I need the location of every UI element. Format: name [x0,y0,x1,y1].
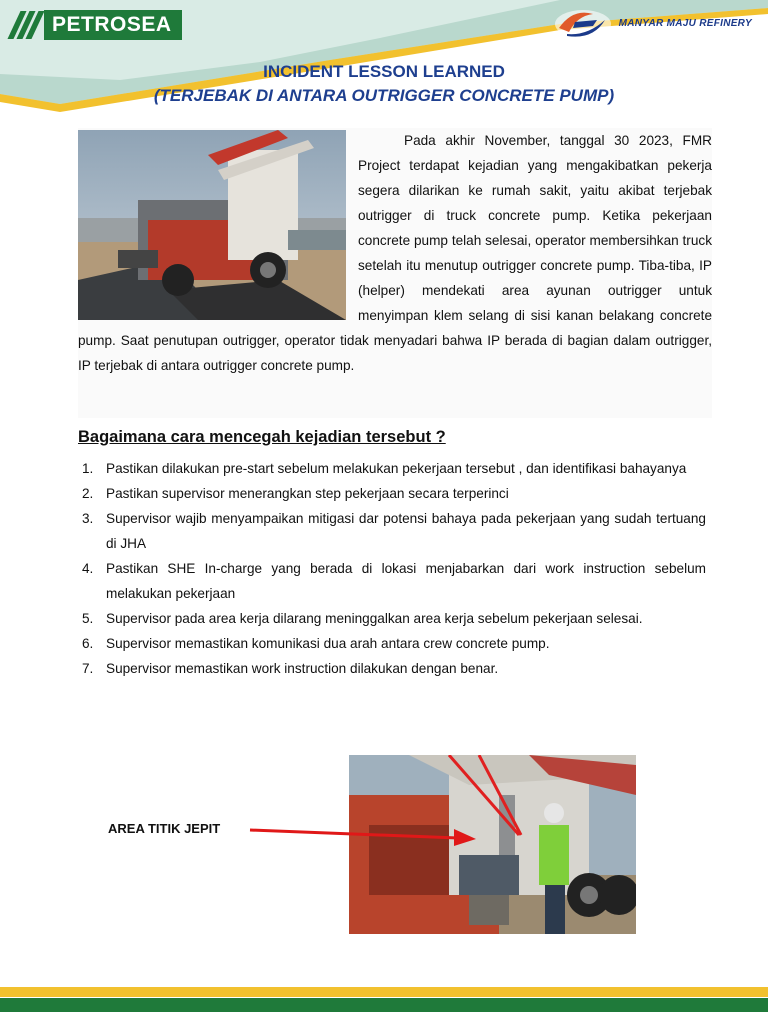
prevention-steps [78,456,706,681]
incident-paragraph: Pada akhir November, tanggal 30 2023, FMR Project terdapat kejadian yang mengakibatkan pekerja segera dilarikan ke rumah sakit, yaitu akibat terjebak outrigger di truck concrete pump. Ketika pekerjaan concrete pump telah selesai, operator membersihkan truck setelah itu menutup outrigger concrete pump. Tiba-tiba, IP (helper) mendekati area ayunan outrigger untuk menyimpan klem selang di sisi kanan belakang concrete pump. Saat penutupan outrigger, operator tidak menyadari bahwa IP berada di bagian dalam outrigger, IP terjebak di antara outrigger concrete pump. [78,133,712,373]
step-text: Supervisor pada area kerja dilarang meninggalkan area kerja sebelum pekerjaan selesai. [106,611,643,626]
step-number: 7. [82,661,94,676]
footer-green-band [0,998,768,1012]
logo-stripes-icon [14,11,38,39]
list-item [78,506,706,556]
step-text: Supervisor memastikan komunikasi dua arah antara crew concrete pump. [106,636,550,651]
step-number: 6. [82,636,94,651]
step-number: 3. [82,511,94,526]
step-number: 2. [82,486,94,501]
list-item [78,656,706,681]
intro-section [78,128,712,418]
manyar-emblem-icon [553,6,615,40]
step-text: Supervisor memastikan work instruction dilakukan dengan benar. [106,661,499,676]
step-text: Supervisor wajib menyampaikan mitigasi dar potensi bahaya pada pekerjaan yang sudah tertuang di JHA [106,511,706,551]
manyar-logo [553,6,752,40]
incident-description [78,128,712,378]
list-item [78,631,706,656]
list-item [78,481,706,506]
list-item [78,606,706,631]
footer-yellow-band [0,987,768,997]
step-number: 4. [82,561,94,576]
step-text: Pastikan supervisor menerangkan step pekerjaan secara terperinci [106,486,509,501]
step-text: Pastikan SHE In-charge yang berada di lokasi menjabarkan dari work instruction sebelum melakukan pekerjaan [106,561,706,601]
title-block [0,62,768,106]
page-title: INCIDENT LESSON LEARNED [263,62,505,81]
prevention-question: Bagaimana cara mencegah kejadian tersebut ? [78,428,446,446]
step-number: 1. [82,461,94,476]
list-item [78,456,706,481]
pinch-point-label: AREA TITIK JEPIT [108,821,221,836]
list-item [78,556,706,606]
pinch-point-arrow-icon [248,818,478,848]
petrosea-wordmark: PETROSEA [44,10,182,40]
page-subtitle: (TERJEBAK DI ANTARA OUTRIGGER CONCRETE PUMP) [153,86,615,105]
petrosea-logo [14,10,182,40]
step-number: 5. [82,611,94,626]
step-text: Pastikan dilakukan pre-start sebelum melakukan pekerjaan tersebut , dan identifikasi bahayanya [106,461,687,476]
photo-spacer [78,128,358,324]
manyar-wordmark: MANYAR MAJU REFINERY [618,17,752,29]
